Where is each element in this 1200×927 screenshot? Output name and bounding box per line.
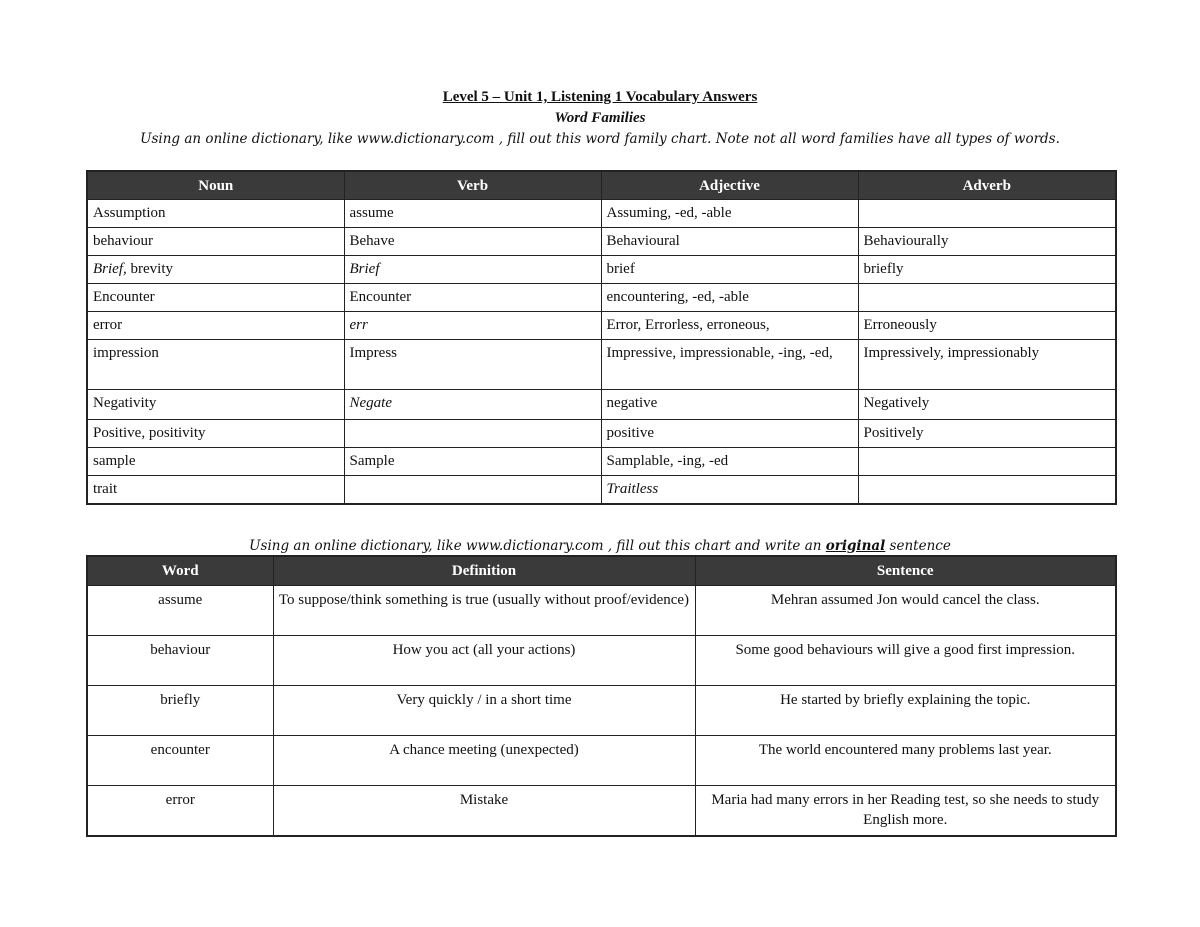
table-cell: assume [344,200,601,228]
table-cell: Encounter [344,284,601,312]
table-cell [858,284,1116,312]
column-header-definition: Definition [273,556,695,586]
table-cell: Behave [344,228,601,256]
table-cell [858,200,1116,228]
table-cell: Mehran assumed Jon would cancel the class. [695,586,1116,636]
word-family-instructions: Using an online dictionary, like www.dictionary.com , fill out this word family chart. Note not all word families have all types of words. [140,131,1060,147]
column-header-word: Word [87,556,273,586]
table-row [87,390,1116,420]
table-row [87,586,1116,636]
table-row [87,736,1116,786]
table-cell: Very quickly / in a short time [273,686,695,736]
table-row [87,200,1116,228]
table-row [87,636,1116,686]
table-cell [344,420,601,448]
table-cell: A chance meeting (unexpected) [273,736,695,786]
table-cell: error [87,786,273,836]
column-header-adjective: Adjective [601,171,858,200]
table-cell: positive [601,420,858,448]
table-row [87,340,1116,390]
instruction-text: Using an online dictionary, like www.dictionary.com , fill out this chart and write an [249,538,826,554]
column-header-sentence: Sentence [695,556,1116,586]
definition-table [86,555,1117,837]
table-cell: behaviour [87,636,273,686]
table-cell: Impressively, impressionably [858,340,1116,390]
table-cell: The world encountered many problems last year. [695,736,1116,786]
table-row [87,284,1116,312]
table-cell: Negativity [87,390,344,420]
table-cell: encountering, -ed, -able [601,284,858,312]
instruction-text-end: sentence [885,538,951,554]
table-row [87,256,1116,284]
table-cell [344,476,601,504]
table-cell: impression [87,340,344,390]
table-cell: Mistake [273,786,695,836]
table-cell: Brief [344,256,601,284]
table-row [87,476,1116,504]
instruction-emphasis: original [825,538,886,554]
table-cell: Negatively [858,390,1116,420]
column-header-verb: Verb [344,171,601,200]
table-row [87,686,1116,736]
table-cell: Sample [344,448,601,476]
table-cell: trait [87,476,344,504]
table-cell: encounter [87,736,273,786]
table-cell: Behavioural [601,228,858,256]
table-cell: Positive, positivity [87,420,344,448]
table-cell: Some good behaviours will give a good first impression. [695,636,1116,686]
table-cell: Positively [858,420,1116,448]
table-cell: Traitless [601,476,858,504]
table-cell: Samplable, -ing, -ed [601,448,858,476]
table-cell: He started by briefly explaining the topic. [695,686,1116,736]
table-cell [858,448,1116,476]
table-row [87,448,1116,476]
table-cell: Behaviourally [858,228,1116,256]
table-cell: err [344,312,601,340]
column-header-noun: Noun [87,171,344,200]
table-row [87,312,1116,340]
table-cell: negative [601,390,858,420]
table-cell: assume [87,586,273,636]
table-cell: Erroneously [858,312,1116,340]
table-cell: brief [601,256,858,284]
table-cell: error [87,312,344,340]
table-cell: Impress [344,340,601,390]
table-cell: Encounter [87,284,344,312]
table-row [87,420,1116,448]
table-cell: How you act (all your actions) [273,636,695,686]
table-cell: briefly [858,256,1116,284]
cell-italic-text: Brief, [93,261,127,277]
table-cell: Assuming, -ed, -able [601,200,858,228]
page-subtitle: Word Families [554,110,646,126]
cell-text: brevity [126,261,173,277]
table-cell: behaviour [87,228,344,256]
table-cell: Error, Errorless, erroneous, [601,312,858,340]
table-header-row [87,171,1116,200]
table-cell: To suppose/think something is true (usually without proof/evidence) [273,586,695,636]
table-row [87,786,1116,836]
table-header-row [87,556,1116,586]
definition-instructions [0,536,1200,556]
page-title: Level 5 – Unit 1, Listening 1 Vocabulary Answers [442,89,758,105]
table-cell: sample [87,448,344,476]
word-family-table [86,170,1117,505]
table-cell: briefly [87,686,273,736]
table-cell: Impressive, impressionable, -ing, -ed, [601,340,858,390]
table-cell: Negate [344,390,601,420]
table-cell [858,476,1116,504]
table-cell: Maria had many errors in her Reading test, so she needs to study English more. [695,786,1116,836]
column-header-adverb: Adverb [858,171,1116,200]
table-cell [87,256,344,284]
table-cell: Assumption [87,200,344,228]
table-row [87,228,1116,256]
